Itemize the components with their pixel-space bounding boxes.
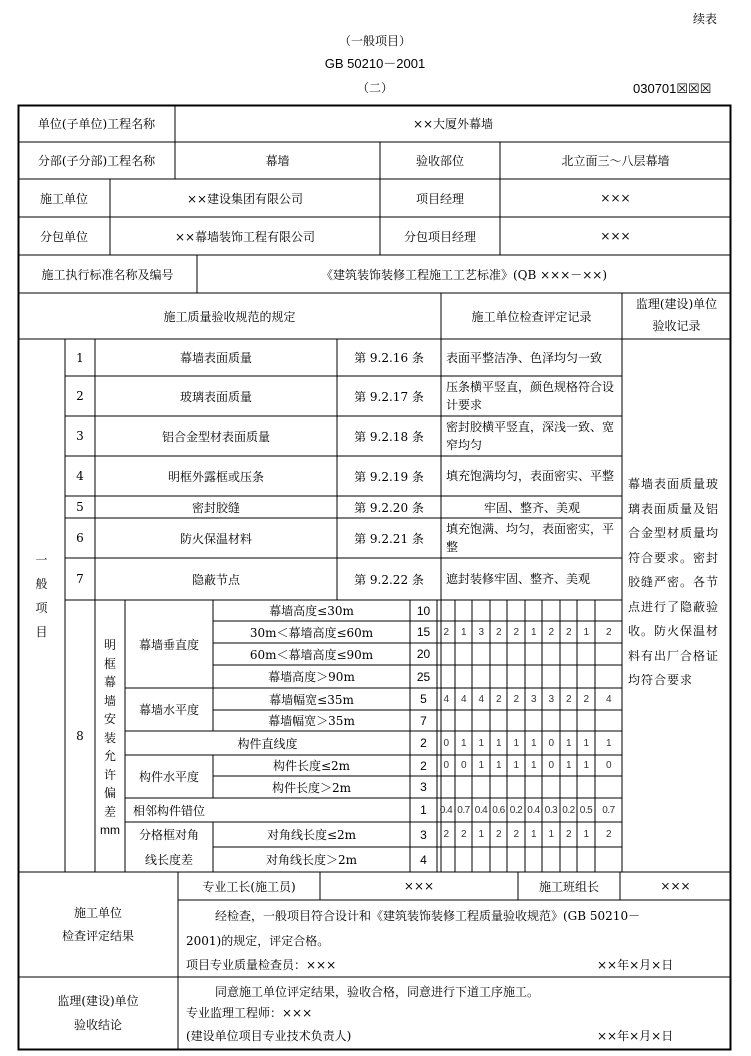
tolerance-value: 20 (416, 647, 431, 661)
measured-value: 1 (530, 626, 537, 638)
measured-value: 3 (548, 693, 554, 705)
measured-value (542, 710, 560, 731)
eval-label-2: 检查评定结果 (61, 929, 134, 943)
item-clause: 第 9.2.19 条 (354, 469, 424, 484)
measured-value (507, 600, 525, 621)
item-record: 压条横平竖直，颜色规格符合设计要求 (446, 380, 615, 412)
part-label-cell: 验收部位 (415, 154, 464, 168)
item-name: 明框外露框或压条 (167, 469, 264, 484)
item-no: 7 (76, 572, 84, 586)
measured-value (525, 665, 542, 688)
std-value: 《建筑装饰装修工程施工工艺标准》(QB ×××－××) (320, 267, 608, 282)
comp-horiz-label: 构件水平度 (138, 770, 199, 784)
measured-value (542, 643, 560, 665)
measured-value: 1 (460, 737, 467, 749)
item-record: 表面平整洁净、色泽均匀一致 (446, 350, 603, 365)
measured-value: 0.6 (492, 804, 505, 816)
measured-value: 1 (548, 829, 554, 840)
measured-value (507, 847, 525, 872)
pm-value: ××× (600, 191, 631, 205)
contractor-value: ××建设集团有限公司 (186, 191, 304, 206)
measured-value: 0.7 (457, 804, 470, 816)
measured-value: 1 (530, 760, 537, 771)
measured-value: 2 (513, 829, 519, 840)
measured-value (560, 665, 577, 688)
measured-value: 0.3 (544, 804, 558, 816)
measured-value: 0 (460, 760, 467, 771)
measured-value (472, 643, 490, 665)
cond: 幕墙高度＞90m (268, 670, 355, 684)
measured-value (595, 665, 622, 688)
tolerance-value: 10 (416, 603, 431, 618)
measured-value (595, 847, 622, 872)
item-name: 玻璃表面质量 (179, 389, 252, 404)
subcontractor-label: 分包单位 (39, 229, 88, 244)
section-char: 项 (35, 601, 48, 615)
tolerance-value: 2 (420, 758, 427, 773)
measured-value: 2 (513, 693, 519, 705)
measured-value (577, 847, 595, 872)
sub-label: 分部(子分部)工程名称 (37, 154, 156, 168)
measured-value: 0.4 (527, 804, 540, 816)
measured-value (577, 643, 595, 665)
measured-value: 1 (495, 760, 502, 771)
cond: 幕墙幅宽≤35m (269, 692, 354, 707)
measured-value: 2 (495, 693, 502, 705)
measured-value: 4 (478, 693, 484, 705)
supervise-head-2: 验收记录 (652, 319, 701, 333)
sup-label-1: 监理(建设)单位 (57, 994, 139, 1008)
continued-label: 续表 (693, 12, 718, 26)
group-char: mm (100, 823, 120, 837)
foreman-value: ××× (403, 879, 435, 893)
measured-value (577, 600, 595, 621)
measured-value: 1 (583, 829, 589, 840)
tolerance-value: 7 (420, 713, 427, 728)
measured-value: 2 (605, 626, 612, 638)
item-record: 遮封装修牢固、整齐、美观 (446, 572, 591, 586)
measured-value: 0.2 (509, 804, 523, 816)
measured-value (455, 776, 472, 798)
measured-value: 0 (443, 760, 449, 771)
inspector: 项目专业质量检查员：××× (186, 958, 337, 972)
item-no: 2 (76, 389, 84, 403)
item-no: 1 (76, 350, 84, 365)
measured-value: 0.7 (602, 804, 615, 816)
measured-value: 1 (583, 626, 589, 638)
measured-value: 1 (565, 737, 572, 749)
cond: 构件长度＞2m (271, 780, 351, 795)
measured-value: 0 (443, 737, 449, 749)
team-value: ××× (660, 879, 691, 893)
cond: 对角线长度≤2m (266, 828, 357, 842)
measured-value (490, 710, 507, 731)
measured-value: 1 (478, 737, 484, 749)
supervise-head-1: 监理(建设)单位 (635, 297, 718, 311)
measured-value: 1 (513, 737, 519, 749)
item-clause: 第 9.2.22 条 (354, 572, 424, 587)
measured-value: 1 (460, 626, 467, 638)
measured-value: 1 (605, 737, 612, 749)
item8-group-label (95, 636, 125, 840)
item-no: 4 (76, 469, 84, 483)
measured-value (542, 600, 560, 621)
measured-value: 2 (443, 829, 449, 840)
measured-value (437, 710, 455, 731)
item-record: 填充饱满、均匀，表面密实，平整 (446, 522, 615, 554)
measured-value: 0.2 (562, 804, 575, 816)
measured-value (560, 776, 577, 798)
measured-value: 2 (565, 693, 572, 705)
measured-value (490, 776, 507, 798)
spec-head: 施工质量验收规范的规定 (163, 309, 296, 324)
measured-value (507, 643, 525, 665)
measured-value (472, 776, 490, 798)
measured-value (437, 665, 455, 688)
item-clause: 第 9.2.16 条 (354, 351, 424, 365)
measured-value: 1 (478, 760, 484, 771)
measured-value: 4 (443, 693, 449, 705)
item-no: 8 (76, 729, 84, 743)
item-name: 密封胶缝 (191, 500, 240, 515)
measured-value (507, 710, 525, 731)
measured-value (490, 600, 507, 621)
measured-value: 4 (460, 693, 467, 705)
group-char: 偏 (103, 786, 116, 800)
measured-value (437, 847, 455, 872)
pm-label: 项目经理 (415, 191, 464, 206)
measured-value: 2 (565, 626, 572, 638)
measured-value: 3 (478, 626, 484, 638)
measured-value (595, 600, 622, 621)
sup-engineer: 专业监理工程师：××× (186, 1006, 313, 1020)
supervise-record: 幕墙表面质量玻璃表面质量及铝合金型材质量均符合要求。密封胶缝严密。各节点进行了隐蔽验收。防火保温材料有出厂合格证均符合要求 (628, 477, 720, 687)
measured-value (437, 776, 455, 798)
measured-value: 1 (530, 737, 537, 749)
measured-value (490, 665, 507, 688)
measured-value: 1 (583, 737, 589, 749)
sub-pm-label: 分包项目经理 (403, 229, 476, 244)
measured-value (595, 710, 622, 731)
group-char: 墙 (103, 693, 116, 708)
eval-label-1: 施工单位 (73, 906, 122, 920)
measured-value (560, 710, 577, 731)
sub-pm-value: ××× (600, 229, 631, 243)
measured-value (595, 776, 622, 798)
adjacent-label: 相邻构件错位 (133, 803, 206, 818)
item-clause: 第 9.2.21 条 (354, 531, 424, 546)
measured-value (437, 600, 455, 621)
item-clause: 第 9.2.18 条 (354, 429, 424, 444)
sup-date: ××年×月×日 (597, 1029, 674, 1043)
measured-value: 2 (495, 829, 502, 840)
measured-value (507, 665, 525, 688)
tolerance-value: 4 (420, 852, 427, 867)
measured-value (560, 600, 577, 621)
cond: 幕墙高度≤30m (269, 604, 354, 618)
item-no: 5 (76, 500, 84, 514)
measured-value (455, 847, 472, 872)
eval-date: ××年×月×日 (597, 958, 674, 972)
measured-value (525, 710, 542, 731)
measured-value: 1 (495, 737, 502, 749)
tolerance-value: 3 (420, 780, 427, 794)
part-label: （二） (356, 81, 393, 95)
item-clause: 第 9.2.20 条 (354, 500, 424, 515)
measured-value (472, 600, 490, 621)
tolerance-value: 3 (420, 827, 427, 842)
group-char: 框 (103, 656, 116, 671)
measured-value: 2 (460, 829, 467, 840)
measured-value: 2 (513, 626, 519, 638)
sup-owner: (建设单位项目专业技术负责人) (186, 1029, 352, 1043)
vert-label: 幕墙垂直度 (138, 637, 199, 652)
measured-value: 0 (605, 760, 612, 771)
measured-value (525, 847, 542, 872)
item-clause: 第 9.2.17 条 (354, 389, 424, 404)
item-name: 隐蔽节点 (191, 572, 240, 587)
tolerance-value: 25 (416, 669, 431, 684)
measured-value (542, 665, 560, 688)
measured-value: 0.4 (474, 804, 488, 816)
section-char: 般 (35, 577, 48, 591)
group-char: 幕 (103, 675, 116, 689)
measured-value (490, 847, 507, 872)
sup-label-2: 验收结论 (73, 1018, 122, 1032)
measured-value (595, 643, 622, 665)
tolerance-value: 2 (420, 736, 427, 750)
eval-text-2: 2001)的规定，评定合格。 (186, 934, 330, 948)
section-char: 目 (35, 625, 48, 639)
item-name: 幕墙表面质量 (179, 351, 252, 365)
item-no: 3 (76, 429, 84, 443)
section-char: 一 (35, 553, 48, 567)
form-code: 030701☒☒☒ (633, 81, 712, 96)
sub-value: 幕墙 (265, 154, 290, 168)
measured-value: 3 (530, 693, 537, 705)
group-char: 许 (103, 767, 116, 782)
measured-value: 2 (495, 626, 502, 638)
measured-value (577, 776, 595, 798)
measured-value: 2 (565, 829, 572, 840)
measured-value: 2 (583, 693, 589, 705)
group-char: 明 (103, 638, 116, 652)
measured-value (455, 710, 472, 731)
measured-value (525, 643, 542, 665)
item-record: 填充饱满均匀，表面密实、平整 (446, 469, 615, 483)
measured-value: 2 (443, 626, 449, 638)
standard-code: GB 50210－2001 (324, 56, 426, 71)
measured-value (437, 643, 455, 665)
measured-value: 0 (548, 760, 554, 771)
measured-value: 0 (548, 737, 554, 749)
measured-value: 2 (548, 626, 554, 638)
item-name: 防火保温材料 (179, 531, 252, 546)
measured-value: 1 (565, 760, 572, 771)
measured-value (525, 776, 542, 798)
measured-value (490, 643, 507, 665)
measured-value (525, 600, 542, 621)
measured-value (542, 847, 560, 872)
cond: 构件长度≤2m (272, 759, 351, 773)
measured-value: 1 (513, 760, 519, 771)
group-char: 装 (103, 730, 116, 745)
subcontractor-value: ××幕墙装饰工程有限公司 (174, 229, 316, 244)
measured-value: 0.5 (579, 804, 593, 816)
foreman-label: 专业工长(施工员) (202, 879, 296, 894)
measured-value: 1 (478, 829, 484, 840)
measured-value (577, 710, 595, 731)
measured-value: 2 (605, 829, 612, 840)
record-head: 施工单位检查评定记录 (471, 309, 592, 324)
item-no: 6 (76, 531, 84, 545)
measured-value (560, 643, 577, 665)
measured-value (560, 847, 577, 872)
measured-value (455, 643, 472, 665)
team-label: 施工班组长 (538, 879, 599, 894)
item-name: 铝合金型材表面质量 (161, 429, 270, 444)
unit-label: 单位(子单位)工程名称 (37, 117, 156, 131)
std-label: 施工执行标准名称及编号 (41, 267, 174, 282)
eval-text-1: 经检查，一般项目符合设计和《建筑装饰装修工程质量验收规范》(GB 50210－ (215, 909, 641, 923)
diag-label-1: 分格框对角 (138, 828, 199, 842)
tolerance-value: 15 (416, 625, 431, 639)
measured-value (577, 665, 595, 688)
measured-value: 0.4 (439, 804, 453, 816)
measured-value (472, 847, 490, 872)
group-char: 安 (103, 712, 116, 726)
measured-value (542, 776, 560, 798)
cond: 幕墙幅宽＞35m (268, 714, 355, 728)
measured-value: 4 (605, 693, 612, 705)
group-char: 差 (103, 804, 116, 819)
tolerance-value: 1 (420, 803, 427, 817)
cond: 对角线长度＞2m (265, 853, 357, 867)
category-label: （一般项目） (338, 34, 411, 48)
measured-value (472, 665, 490, 688)
contractor-label: 施工单位 (39, 191, 88, 206)
diag-label-2: 线长度差 (144, 853, 193, 867)
section-label (18, 548, 65, 644)
tolerance-value: 5 (420, 692, 427, 706)
part-value: 北立面三～八层幕墙 (561, 154, 670, 168)
cond: 60m＜幕墙高度≤90m (249, 647, 374, 662)
measured-value: 1 (583, 760, 589, 771)
sup-text: 同意施工单位评定结果，验收合格，同意进行下道工序施工。 (215, 985, 540, 999)
measured-value (455, 600, 472, 621)
unit-value: ××大厦外幕墙 (412, 117, 494, 131)
cond: 30m＜幕墙高度≤60m (249, 625, 374, 640)
group-char: 允 (103, 749, 116, 763)
measured-value (472, 710, 490, 731)
measured-value (507, 776, 525, 798)
measured-value: 1 (530, 829, 537, 840)
item-record: 牢固、整齐、美观 (483, 500, 580, 515)
measured-value (455, 665, 472, 688)
item-record: 密封胶横平竖直，深浅一致、宽窄均匀 (446, 420, 615, 452)
straight-label: 构件直线度 (237, 736, 298, 751)
horiz-label: 幕墙水平度 (138, 703, 199, 717)
